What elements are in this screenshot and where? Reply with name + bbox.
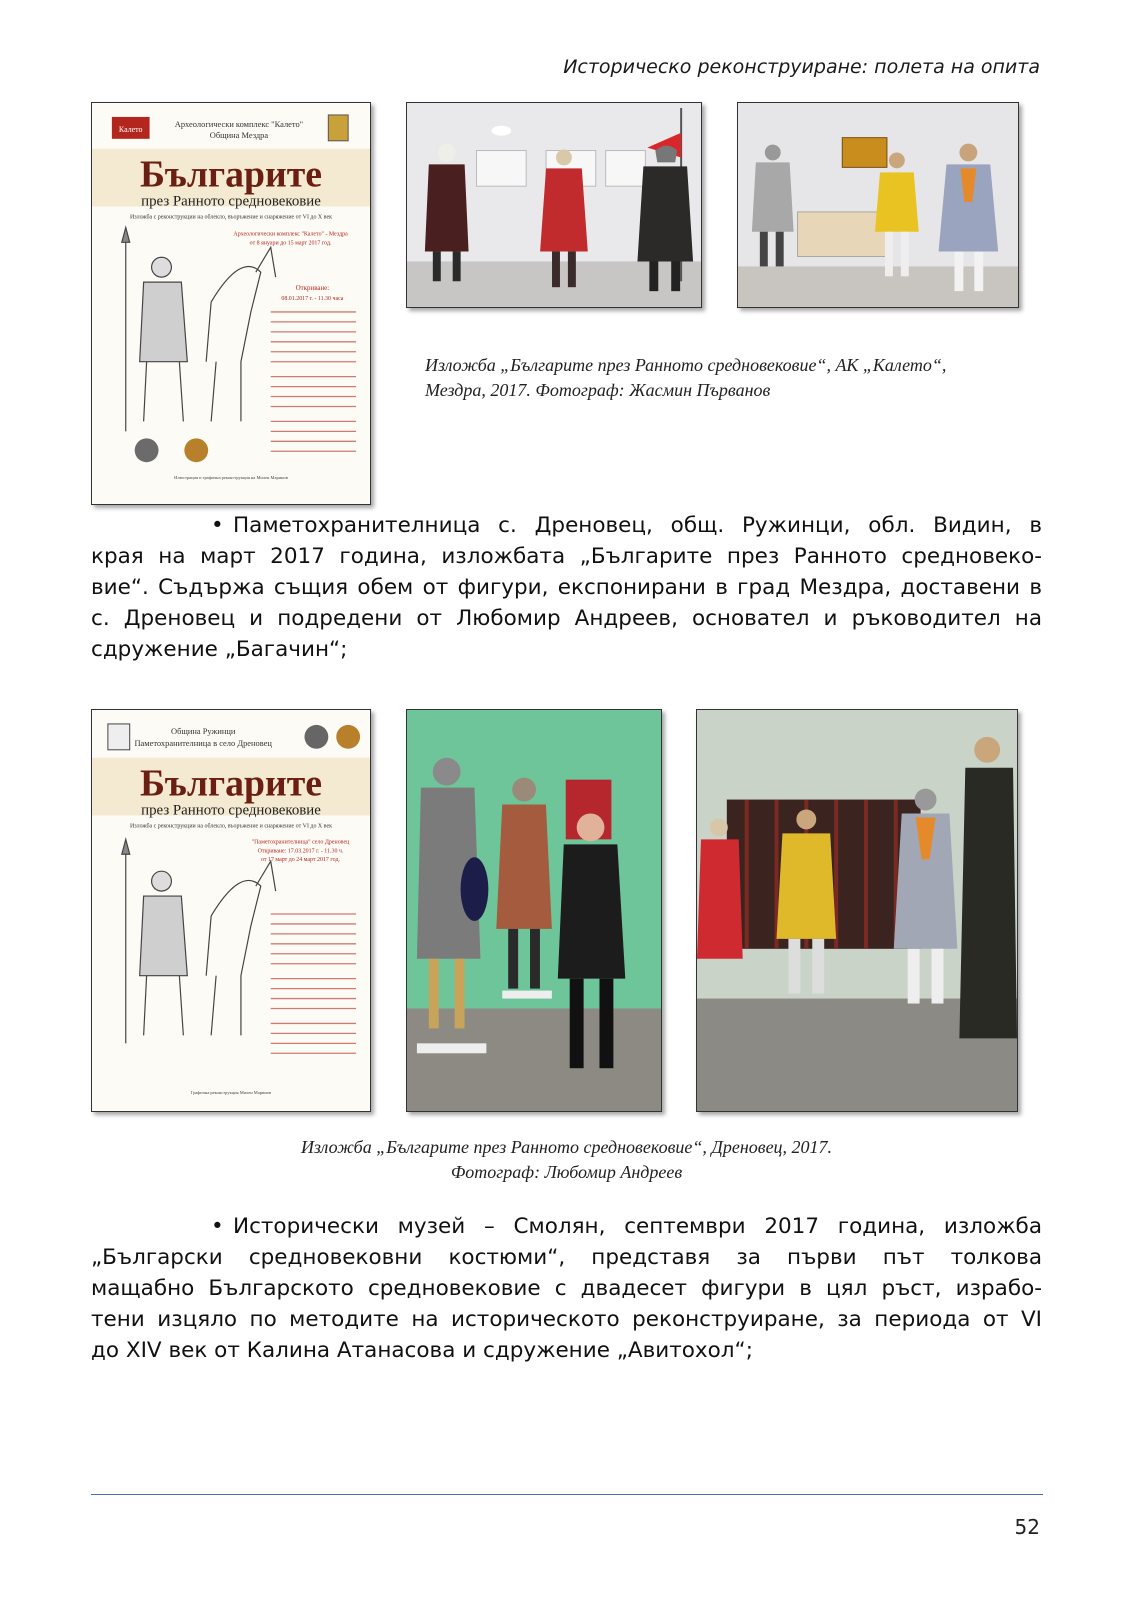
figure1-caption — [425, 353, 1035, 403]
svg-text:през Ранното средновековие: през Ранното средновековие — [141, 802, 321, 819]
figure1-caption-line1: Изложба „Българите през Ранното средновековие“, АК „Калето“, — [425, 355, 947, 375]
figure2-caption — [91, 1135, 1042, 1185]
association-emblem-icon — [184, 438, 208, 462]
costume-figure — [697, 818, 743, 958]
svg-text:от 8 януари до 15 март 2017 го: от 8 януари до 15 март 2017 год. — [249, 240, 332, 247]
svg-text:Графична реконструкция Милен М: Графична реконструкция Милен Маринов — [190, 1090, 272, 1096]
bullet-icon: • — [211, 1214, 224, 1239]
footer-rule — [91, 1494, 1043, 1495]
svg-text:Община Мездра: Община Мездра — [209, 129, 269, 140]
paragraph2-line3: мащабно Българското средновековие с двадесет фигури в цял ръст, израбо- — [91, 1276, 1042, 1301]
avitohol-emblem-icon — [135, 438, 159, 462]
svg-text:през Ранното средновековие: през Ранното средновековие — [141, 193, 321, 210]
figure2-caption-line2: Фотограф: Любомир Андреев — [450, 1162, 683, 1182]
svg-text:Община Ружинци: Община Ружинци — [171, 725, 236, 736]
poster-image-mezdra — [91, 102, 371, 505]
svg-text:Изложба с реконструкции на обл: Изложба с реконструкции на облекло, въоръжение и снаряжение от VI до X век — [130, 823, 332, 830]
bullet-icon: • — [211, 513, 224, 538]
poster-image-drenovets — [91, 709, 371, 1112]
paragraph2-line1: Исторически музей – Смолян, септември 2017 година, изложба — [233, 1214, 1042, 1239]
svg-text:Откриване: 17.03.2017 г. - 11.: Откриване: 17.03.2017 г. - 11.30 ч. — [257, 848, 344, 855]
paragraph1-line1: Паметохранителница с. Дреновец, общ. Ружинци, обл. Видин, в — [233, 513, 1042, 538]
coat-of-arms-icon — [108, 724, 130, 750]
paragraph2-line5: до XIV век от Калина Атанасова и сдружение „Авитохол“; — [91, 1338, 753, 1363]
svg-text:Паметохранителница в село Дрен: Паметохранителница в село Дреновец — [134, 737, 272, 748]
page-number: 52 — [1014, 1515, 1040, 1539]
svg-text:Археологически комплекс "Калет: Археологически комплекс "Калето" — [174, 118, 304, 129]
paragraph1-line2: края на март 2017 година, изложбата „Българите през Ранното средновеко- — [91, 544, 1042, 569]
svg-text:Българите: Българите — [139, 762, 323, 805]
svg-text:Калето: Калето — [118, 124, 143, 134]
svg-text:Българите: Българите — [139, 153, 323, 196]
exhibit-photo-mezdra-1 — [406, 102, 702, 308]
svg-text:Изложба с реконструкции на обл: Изложба с реконструкции на облекло, въоръжение и снаряжение от VI до X век — [130, 214, 332, 221]
coat-of-arms-icon — [328, 115, 348, 141]
exhibit-photo-drenovets-1 — [406, 709, 662, 1112]
exhibit-photo-drenovets-2 — [696, 709, 1018, 1112]
association-emblem-icon — [336, 725, 360, 749]
svg-text:Илюстрация и графична реконстр: Илюстрация и графична реконструкция на Милен Маринов — [174, 475, 288, 481]
svg-text:"Паметохранителница" село Дрен: "Паметохранителница" село Дреновец — [251, 839, 350, 846]
svg-text:от 17 март до 24 март 2017 год: от 17 март до 24 март 2017 год. — [260, 857, 341, 864]
svg-text:08.01.2017 г. - 11.30 часа: 08.01.2017 г. - 11.30 часа — [281, 296, 344, 303]
exhibit-photo-mezdra-2 — [737, 102, 1019, 308]
paragraph-smolyan — [91, 1211, 1042, 1366]
figure2-caption-line1: Изложба „Българите през Ранното средновековие“, Дреновец, 2017. — [300, 1137, 833, 1157]
paragraph1-line5: сдружение „Багачин“; — [91, 637, 348, 662]
paragraph1-line4: с. Дреновец и подредени от Любомир Андреев, основател и ръководител на — [91, 606, 1042, 631]
running-header: Историческо реконструиране: полета на опита — [563, 56, 1040, 78]
costume-figure — [959, 737, 1017, 1038]
paragraph2-line4: тени изцяло по методите на историческото реконструиране, за периода от VI — [91, 1307, 1042, 1332]
svg-text:Откриване:: Откриване: — [295, 284, 330, 293]
paragraph1-line3: вие“. Съдържа същия обем от фигури, експонирани в град Мездра, доставени в — [91, 575, 1042, 600]
figure1-caption-line2: Мездра, 2017. Фотограф: Жасмин Първанов — [425, 380, 771, 400]
svg-text:Археологически комплекс "Калет: Археологически комплекс "Калето" - Мездра — [233, 231, 348, 238]
wall-painting — [842, 138, 887, 168]
paragraph2-line2: „Български средновековни костюми“, представя за първи път толкова — [91, 1245, 1042, 1270]
paragraph-drenovets — [91, 510, 1042, 665]
avitohol-emblem-icon — [304, 725, 328, 749]
